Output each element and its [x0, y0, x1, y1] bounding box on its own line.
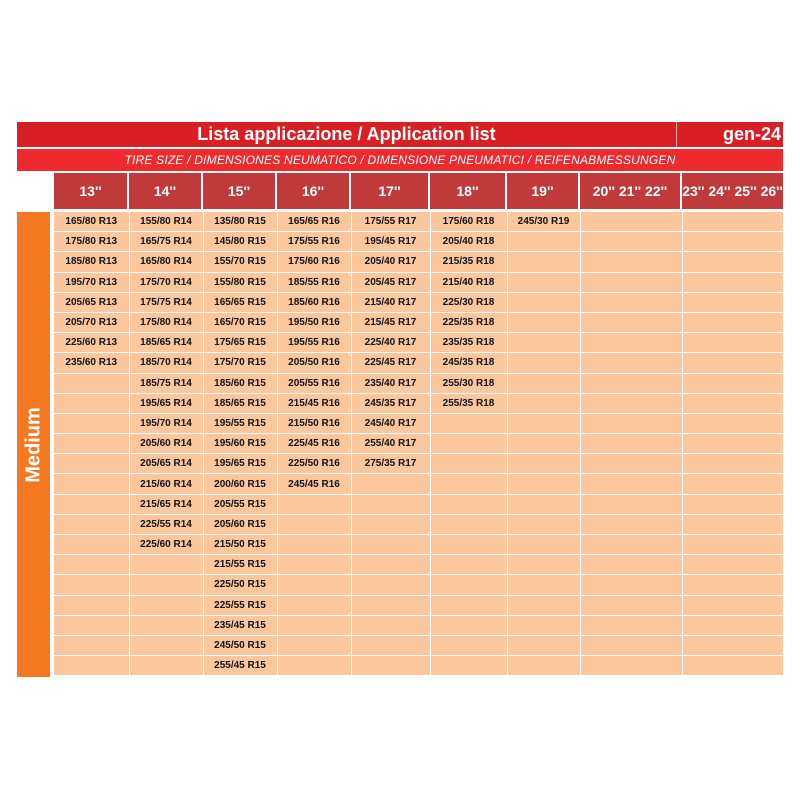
table-row: [54, 232, 783, 252]
column-header: 23'' 24'' 25'' 26'': [682, 173, 783, 209]
size-cell: [430, 595, 507, 615]
size-cell: [351, 514, 430, 534]
size-cell: 225/45 R17: [351, 353, 430, 373]
size-cell: 155/80 R15: [203, 272, 277, 292]
size-cell: [580, 514, 682, 534]
size-cell: [682, 656, 783, 676]
size-cell: 165/65 R15: [203, 292, 277, 312]
size-cell: 195/45 R17: [351, 232, 430, 252]
size-cell: [507, 555, 580, 575]
size-cell: 225/55 R14: [129, 514, 203, 534]
table-row: [54, 393, 783, 413]
size-cell: [507, 232, 580, 252]
column-header: 14'': [129, 173, 203, 209]
size-cell: [54, 535, 129, 555]
size-cell: 195/60 R15: [203, 434, 277, 454]
size-cell: [682, 373, 783, 393]
table-row: [54, 595, 783, 615]
size-cell: [351, 615, 430, 635]
column-header-row: [54, 173, 783, 209]
size-cell: [54, 413, 129, 433]
size-cell: [507, 413, 580, 433]
size-cell: [430, 474, 507, 494]
size-table: [54, 212, 784, 676]
size-cell: 225/35 R18: [430, 312, 507, 332]
size-cell: [682, 575, 783, 595]
size-cell: 175/60 R16: [277, 252, 351, 272]
size-cell: [507, 615, 580, 635]
size-cell: [507, 635, 580, 655]
size-cell: 195/70 R14: [129, 413, 203, 433]
table-row: [54, 474, 783, 494]
size-cell: [54, 555, 129, 575]
table-row: [54, 252, 783, 272]
size-cell: 215/65 R14: [129, 494, 203, 514]
size-cell: 175/80 R13: [54, 232, 129, 252]
size-cell: 155/80 R14: [129, 212, 203, 232]
header-corner: [17, 173, 54, 209]
size-cell: [682, 454, 783, 474]
size-cell: [580, 595, 682, 615]
size-cell: 165/75 R14: [129, 232, 203, 252]
size-cell: [682, 353, 783, 373]
size-cell: [580, 333, 682, 353]
size-cell: [54, 393, 129, 413]
size-cell: [277, 514, 351, 534]
size-cell: 245/40 R17: [351, 413, 430, 433]
size-cell: [507, 312, 580, 332]
size-cell: 195/55 R15: [203, 413, 277, 433]
size-cell: [507, 272, 580, 292]
size-cell: 245/45 R16: [277, 474, 351, 494]
table-row: [54, 575, 783, 595]
size-cell: [54, 575, 129, 595]
table-row: [54, 413, 783, 433]
table-row: [54, 454, 783, 474]
size-cell: 185/65 R15: [203, 393, 277, 413]
size-cell: [129, 555, 203, 575]
table-row: [54, 615, 783, 635]
size-cell: 225/60 R14: [129, 535, 203, 555]
size-cell: [351, 474, 430, 494]
size-cell: [129, 656, 203, 676]
size-cell: 165/80 R13: [54, 212, 129, 232]
size-cell: 255/45 R15: [203, 656, 277, 676]
size-cell: 255/40 R17: [351, 434, 430, 454]
size-cell: 205/55 R15: [203, 494, 277, 514]
size-cell: [54, 656, 129, 676]
size-cell: [682, 494, 783, 514]
column-header: 18'': [430, 173, 507, 209]
size-cell: [580, 252, 682, 272]
size-cell: 175/55 R16: [277, 232, 351, 252]
table-row: [54, 635, 783, 655]
size-cell: [54, 474, 129, 494]
size-cell: 235/45 R15: [203, 615, 277, 635]
size-cell: 175/80 R14: [129, 312, 203, 332]
size-cell: 245/35 R18: [430, 353, 507, 373]
size-cell: [430, 434, 507, 454]
size-cell: [507, 494, 580, 514]
size-cell: [351, 595, 430, 615]
size-cell: [277, 595, 351, 615]
size-cell: [54, 454, 129, 474]
size-cell: [682, 272, 783, 292]
size-cell: 145/80 R15: [203, 232, 277, 252]
size-cell: [580, 535, 682, 555]
size-cell: 175/70 R15: [203, 353, 277, 373]
column-header: 17'': [351, 173, 430, 209]
size-cell: [351, 656, 430, 676]
size-cell: 235/60 R13: [54, 353, 129, 373]
table-row: [54, 494, 783, 514]
size-cell: 195/50 R16: [277, 312, 351, 332]
size-cell: [580, 615, 682, 635]
size-cell: [430, 494, 507, 514]
size-cell: 175/75 R14: [129, 292, 203, 312]
size-cell: 195/70 R13: [54, 272, 129, 292]
size-cell: 185/60 R16: [277, 292, 351, 312]
category-side-bar: [17, 212, 50, 677]
size-cell: 195/65 R15: [203, 454, 277, 474]
size-cell: 245/35 R17: [351, 393, 430, 413]
size-cell: [682, 514, 783, 534]
size-cell: 215/35 R18: [430, 252, 507, 272]
size-cell: 215/40 R17: [351, 292, 430, 312]
size-cell: 175/60 R18: [430, 212, 507, 232]
size-cell: [430, 635, 507, 655]
size-cell: 255/35 R18: [430, 393, 507, 413]
size-cell: 205/45 R17: [351, 272, 430, 292]
size-cell: 175/55 R17: [351, 212, 430, 232]
size-cell: [682, 595, 783, 615]
size-cell: 235/40 R17: [351, 373, 430, 393]
size-cell: [129, 615, 203, 635]
size-cell: 205/70 R13: [54, 312, 129, 332]
size-cell: 195/55 R16: [277, 333, 351, 353]
size-cell: [277, 656, 351, 676]
size-cell: [507, 575, 580, 595]
size-cell: [580, 312, 682, 332]
size-cell: [507, 373, 580, 393]
size-cell: [430, 555, 507, 575]
size-cell: [507, 434, 580, 454]
size-cell: 205/60 R15: [203, 514, 277, 534]
size-cell: 185/80 R13: [54, 252, 129, 272]
size-cell: [507, 656, 580, 676]
size-cell: [580, 434, 682, 454]
size-cell: 175/65 R15: [203, 333, 277, 353]
size-cell: 175/70 R14: [129, 272, 203, 292]
sheet-title: Lista applicazione / Application list: [17, 122, 677, 147]
size-cell: [507, 353, 580, 373]
size-cell: 205/55 R16: [277, 373, 351, 393]
size-cell: [351, 555, 430, 575]
subtitle-bar: TIRE SIZE / DIMENSIONES NEUMATICO / DIMENSIONE PNEUMATICI / REIFENABMESSUNGEN: [17, 149, 783, 171]
size-grid: [54, 212, 783, 677]
size-cell: 215/50 R15: [203, 535, 277, 555]
table-row: [54, 272, 783, 292]
size-cell: [507, 333, 580, 353]
size-cell: 165/70 R15: [203, 312, 277, 332]
size-cell: [580, 555, 682, 575]
table-row: [54, 656, 783, 676]
size-cell: 225/40 R17: [351, 333, 430, 353]
size-cell: 215/40 R18: [430, 272, 507, 292]
size-cell: [277, 535, 351, 555]
size-cell: 245/30 R19: [507, 212, 580, 232]
table-row: [54, 555, 783, 575]
size-cell: 215/45 R17: [351, 312, 430, 332]
size-cell: [507, 454, 580, 474]
size-cell: [580, 656, 682, 676]
table-row: [54, 333, 783, 353]
size-cell: [580, 494, 682, 514]
size-cell: 225/50 R15: [203, 575, 277, 595]
size-cell: 185/75 R14: [129, 373, 203, 393]
size-cell: 255/30 R18: [430, 373, 507, 393]
size-cell: [507, 252, 580, 272]
column-header: 19'': [507, 173, 580, 209]
size-cell: [430, 413, 507, 433]
size-cell: [430, 615, 507, 635]
size-cell: [54, 434, 129, 454]
table-row: [54, 514, 783, 534]
size-cell: 225/45 R16: [277, 434, 351, 454]
size-cell: 225/30 R18: [430, 292, 507, 312]
size-cell: [430, 575, 507, 595]
column-header: 15'': [203, 173, 277, 209]
size-cell: [277, 555, 351, 575]
size-cell: [580, 212, 682, 232]
size-cell: [580, 454, 682, 474]
size-cell: [682, 333, 783, 353]
size-cell: [507, 393, 580, 413]
size-cell: [682, 232, 783, 252]
size-cell: [129, 575, 203, 595]
size-cell: [682, 292, 783, 312]
size-cell: [430, 535, 507, 555]
size-cell: [54, 514, 129, 534]
size-cell: [351, 535, 430, 555]
size-cell: [682, 252, 783, 272]
size-cell: 195/65 R14: [129, 393, 203, 413]
size-cell: [682, 312, 783, 332]
size-cell: [430, 514, 507, 534]
size-cell: [54, 494, 129, 514]
size-cell: 215/55 R15: [203, 555, 277, 575]
table-row: [54, 212, 783, 232]
size-cell: 225/55 R15: [203, 595, 277, 615]
size-cell: [682, 212, 783, 232]
size-cell: 225/60 R13: [54, 333, 129, 353]
column-header: 16'': [277, 173, 351, 209]
size-cell: [580, 292, 682, 312]
size-cell: [54, 373, 129, 393]
size-cell: [580, 232, 682, 252]
size-cell: [351, 494, 430, 514]
size-cell: 245/50 R15: [203, 635, 277, 655]
size-cell: 185/60 R15: [203, 373, 277, 393]
size-cell: [129, 635, 203, 655]
table-row: [54, 373, 783, 393]
size-cell: 185/70 R14: [129, 353, 203, 373]
size-cell: 235/35 R18: [430, 333, 507, 353]
size-cell: [351, 635, 430, 655]
title-bar: [17, 122, 783, 147]
table-row: [54, 535, 783, 555]
size-cell: 205/65 R13: [54, 292, 129, 312]
size-cell: [54, 615, 129, 635]
size-cell: 200/60 R15: [203, 474, 277, 494]
size-cell: 205/50 R16: [277, 353, 351, 373]
application-sheet: [17, 122, 783, 677]
size-cell: 205/40 R18: [430, 232, 507, 252]
size-cell: 185/55 R16: [277, 272, 351, 292]
size-cell: 205/60 R14: [129, 434, 203, 454]
category-label: Medium: [22, 406, 44, 483]
size-cell: [580, 635, 682, 655]
size-cell: 185/65 R14: [129, 333, 203, 353]
size-cell: [430, 454, 507, 474]
size-cell: [507, 474, 580, 494]
size-cell: 135/80 R15: [203, 212, 277, 232]
size-cell: [682, 434, 783, 454]
column-header: 20'' 21'' 22'': [580, 173, 682, 209]
size-cell: [682, 635, 783, 655]
model-code: gen-24: [677, 122, 783, 147]
size-cell: 165/80 R14: [129, 252, 203, 272]
size-cell: [129, 595, 203, 615]
size-cell: [507, 535, 580, 555]
size-cell: [277, 615, 351, 635]
size-cell: [682, 615, 783, 635]
size-cell: [580, 474, 682, 494]
size-cell: 205/65 R14: [129, 454, 203, 474]
size-cell: 275/35 R17: [351, 454, 430, 474]
size-cell: [277, 494, 351, 514]
column-header: 13'': [54, 173, 129, 209]
size-cell: [682, 413, 783, 433]
size-cell: 155/70 R15: [203, 252, 277, 272]
table-row: [54, 312, 783, 332]
size-cell: [682, 474, 783, 494]
size-cell: [507, 292, 580, 312]
size-cell: [682, 535, 783, 555]
size-cell: 225/50 R16: [277, 454, 351, 474]
size-cell: 215/60 R14: [129, 474, 203, 494]
size-cell: [54, 595, 129, 615]
size-cell: [682, 393, 783, 413]
size-cell: [277, 635, 351, 655]
size-cell: [580, 393, 682, 413]
size-cell: [580, 272, 682, 292]
table-row: [54, 292, 783, 312]
size-cell: [430, 656, 507, 676]
size-cell: [580, 373, 682, 393]
size-cell: [54, 635, 129, 655]
size-cell: [580, 413, 682, 433]
size-cell: 215/45 R16: [277, 393, 351, 413]
size-cell: [507, 595, 580, 615]
size-cell: 165/65 R16: [277, 212, 351, 232]
size-cell: [580, 353, 682, 373]
size-cell: [580, 575, 682, 595]
size-cell: [507, 514, 580, 534]
table-row: [54, 353, 783, 373]
size-cell: [351, 575, 430, 595]
table-row: [54, 434, 783, 454]
size-cell: [682, 555, 783, 575]
size-cell: [277, 575, 351, 595]
size-cell: 215/50 R16: [277, 413, 351, 433]
size-cell: 205/40 R17: [351, 252, 430, 272]
